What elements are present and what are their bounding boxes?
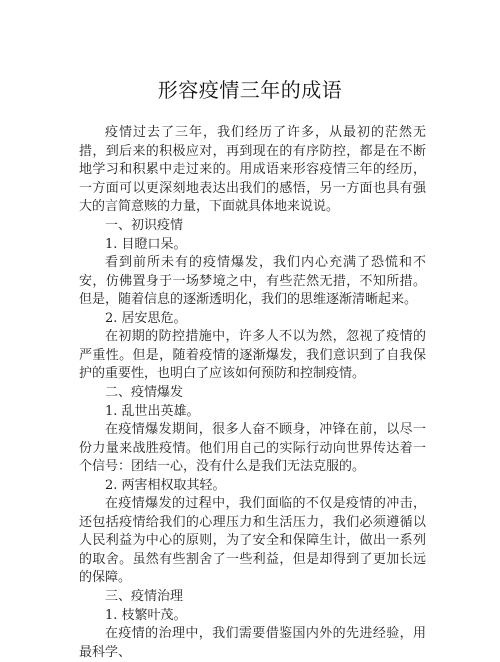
- document-body: [79, 124, 426, 662]
- section-heading: 二、疫情爆发: [105, 385, 184, 400]
- section-heading: 一、初识疫情: [105, 218, 184, 233]
- paragraph: 在疫情爆发期间，很多人奋不顾身，冲锋在前，以尽一份力量来战胜疫情。他们用自己的实际行动向世界传达着一个信号：团结一心，没有什么是我们无法克服的。: [79, 422, 426, 474]
- idiom-item: 2. 居安思危。: [105, 310, 187, 326]
- document-title: 形容疫情三年的成语: [157, 78, 343, 102]
- paragraph: 在初期的防控措施中，许多人不以为然，忽视了疫情的严重性。但是，随着疫情的逐渐爆发，我们意识到了自我保护的重要性，也明白了应该如何预防和控制疫情。: [79, 329, 426, 381]
- section-heading: 三、疫情治理: [105, 589, 184, 604]
- idiom-item: 1. 乱世出英雄。: [105, 403, 200, 419]
- idiom-item: 1. 目瞪口呆。: [105, 236, 187, 252]
- paragraph: 看到前所未有的疫情爆发，我们内心充满了恐慌和不安，仿佛置身于一场梦境之中，有些茫然无措，不知所措。但是，随着信息的逐渐透明化，我们的思维逐渐清晰起来。: [79, 255, 426, 307]
- idiom-item: 2. 两害相权取其轻。: [105, 477, 226, 493]
- intro-paragraph: 疫情过去了三年，我们经历了许多，从最初的茫然无措，到后来的积极应对，再到现在的有序防控，都是在不断地学习和积累中走过来的。用成语来形容疫情三年的经历，一方面可以更深刻地表达出我们的感悟，另一方面也具有强大的言简意赅的力量，下面就具体地来说说。: [79, 125, 426, 214]
- paragraph: 在疫情的治理中，我们需要借鉴国内外的先进经验，用最科学、: [79, 626, 426, 660]
- paragraph: 在疫情爆发的过程中，我们面临的不仅是疫情的冲击，还包括疫情给我们的心理压力和生活压力，我们必须遵循以人民利益为中心的原则，为了安全和保障生计，做出一系列的取舍。虽然有些割舍了一些利益，但是却得到了更加长远的保障。: [79, 496, 426, 585]
- idiom-item: 1. 枝繁叶茂。: [105, 607, 187, 623]
